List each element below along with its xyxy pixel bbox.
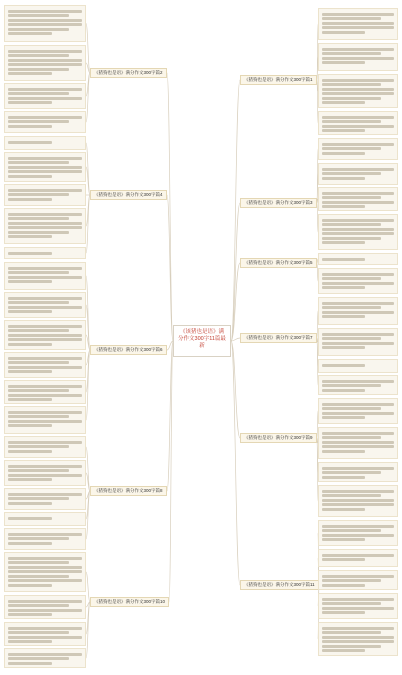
text-line (8, 474, 82, 477)
text-line (8, 627, 82, 630)
text-line (322, 412, 394, 415)
leaf-block (318, 187, 398, 211)
text-line (8, 366, 82, 369)
branch-node-2[interactable] (90, 68, 167, 78)
text-line (322, 389, 365, 392)
leaf-block (318, 359, 398, 373)
text-line (8, 14, 69, 17)
branch-node-8[interactable] (90, 486, 167, 496)
text-line (8, 394, 82, 397)
text-line (8, 28, 69, 31)
leaf-block (4, 406, 86, 434)
text-line (322, 508, 365, 511)
text-line (322, 441, 394, 444)
text-line (8, 161, 69, 164)
text-line (322, 22, 394, 25)
text-line (322, 315, 365, 318)
leaf-block (4, 136, 86, 150)
text-line (322, 88, 394, 91)
leaf-block (318, 43, 398, 71)
text-line (8, 125, 52, 128)
branch-label-5: 《猪狗也是语》满分作文300字篇5 (244, 260, 313, 265)
text-line (322, 192, 394, 195)
text-line (322, 445, 394, 448)
text-line (322, 172, 381, 175)
text-line (322, 611, 365, 614)
center-topic[interactable] (173, 325, 231, 357)
connector-line (86, 602, 90, 658)
text-line (8, 116, 82, 119)
leaf-block (4, 83, 86, 109)
text-line (8, 166, 82, 169)
text-line (8, 88, 82, 91)
text-line (8, 217, 69, 220)
text-line (8, 231, 69, 234)
text-line (8, 157, 82, 160)
text-line (322, 258, 365, 261)
leaf-block (318, 427, 398, 459)
text-line (322, 529, 381, 532)
text-line (8, 252, 52, 255)
leaf-block (318, 398, 398, 424)
text-line (8, 570, 82, 573)
leaf-block (318, 570, 398, 590)
leaf-block (4, 45, 86, 81)
text-line (8, 415, 69, 418)
text-line (322, 403, 394, 406)
text-line (8, 222, 82, 225)
text-line (322, 232, 394, 235)
text-line (322, 83, 381, 86)
text-line (8, 193, 69, 196)
connector-line (86, 350, 90, 420)
leaf-block (318, 214, 398, 250)
leaf-block (318, 622, 398, 656)
text-line (322, 120, 381, 123)
branch-label-4: 《猪狗也是语》满分作文300字篇4 (94, 192, 163, 197)
text-line (8, 357, 82, 360)
text-line (8, 557, 82, 560)
text-line (8, 631, 69, 634)
text-line (322, 640, 394, 643)
text-line (322, 579, 381, 582)
text-line (8, 189, 82, 192)
text-line (8, 23, 82, 26)
text-line (8, 141, 52, 144)
branch-label-3: 《猪狗也是语》满分作文300字篇3 (244, 200, 313, 205)
leaf-block (4, 648, 86, 668)
leaf-block (4, 460, 86, 486)
text-line (322, 61, 365, 64)
text-line (8, 533, 82, 536)
text-line (8, 653, 82, 656)
leaf-block (4, 380, 86, 404)
text-line (322, 490, 394, 493)
text-line (8, 575, 69, 578)
branch-node-6[interactable] (90, 345, 167, 355)
text-line (322, 311, 394, 314)
text-line (322, 337, 381, 340)
text-line (8, 613, 52, 616)
text-line (322, 152, 365, 155)
leaf-block (318, 593, 398, 619)
text-line (322, 380, 394, 383)
branch-label-1: 《猪狗也是语》满分作文300字篇1 (244, 77, 313, 82)
text-line (322, 342, 394, 345)
text-line (8, 497, 69, 500)
text-line (8, 584, 52, 587)
text-line (8, 502, 52, 505)
text-line (8, 59, 82, 62)
text-line (322, 241, 365, 244)
leaf-block (4, 320, 86, 350)
text-line (8, 662, 52, 665)
text-line (322, 598, 394, 601)
text-line (322, 97, 381, 100)
center-topic-title: 《该猪也是语》满分作文300字11篇最新 (178, 329, 226, 349)
branch-label-2: 《猪狗也是语》满分作文300字篇2 (94, 70, 163, 75)
leaf-block (4, 152, 86, 182)
branch-label-8: 《猪狗也是语》满分作文300字篇8 (94, 488, 163, 493)
leaf-block (318, 8, 398, 40)
text-line (8, 310, 52, 313)
text-line (8, 445, 69, 448)
branch-label-7: 《猪狗也是语》满分作文300字篇7 (244, 335, 313, 340)
text-line (8, 50, 82, 53)
text-line (8, 92, 69, 95)
branch-node-11[interactable] (240, 580, 319, 590)
text-line (322, 26, 394, 29)
text-line (322, 13, 394, 16)
text-line (322, 450, 365, 453)
text-line (322, 306, 381, 309)
branch-node-10[interactable] (90, 597, 169, 607)
text-line (8, 370, 52, 373)
text-line (322, 79, 394, 82)
leaf-block (318, 111, 398, 135)
text-line (8, 424, 52, 427)
text-line (8, 19, 82, 22)
leaf-block (318, 297, 398, 325)
leaf-block (318, 485, 398, 517)
text-line (8, 276, 82, 279)
leaf-block (4, 552, 86, 592)
text-line (8, 542, 52, 545)
leaf-block (4, 488, 86, 510)
text-line (322, 631, 381, 634)
text-line (8, 450, 52, 453)
text-line (322, 273, 394, 276)
text-line (8, 579, 82, 582)
text-line (8, 600, 82, 603)
text-line (8, 469, 69, 472)
branch-label-10: 《猪狗也是语》满分作文300字篇10 (94, 599, 166, 604)
connector-line (167, 73, 173, 341)
text-line (8, 226, 82, 229)
leaf-block (318, 549, 398, 567)
text-line (322, 494, 381, 497)
text-line (8, 537, 69, 540)
text-line (322, 503, 394, 506)
branch-label-11: 《猪狗也是语》满分作文300字篇11 (244, 582, 315, 587)
branch-node-5[interactable] (240, 258, 317, 268)
leaf-block (318, 163, 398, 185)
text-line (8, 101, 52, 104)
text-line (322, 476, 365, 479)
text-line (322, 57, 394, 60)
text-line (8, 334, 82, 337)
text-line (322, 302, 394, 305)
text-line (8, 198, 52, 201)
text-line (8, 120, 69, 123)
text-line (322, 471, 381, 474)
text-line (8, 297, 82, 300)
leaf-block (318, 462, 398, 482)
text-line (322, 649, 365, 652)
text-line (322, 177, 365, 180)
text-line (322, 607, 394, 610)
branch-node-3[interactable] (240, 198, 317, 208)
text-line (322, 219, 394, 222)
text-line (322, 52, 381, 55)
text-line (8, 561, 69, 564)
text-line (322, 432, 394, 435)
text-line (8, 10, 82, 13)
text-line (8, 301, 69, 304)
text-line (322, 538, 365, 541)
text-line (322, 201, 394, 204)
leaf-block (318, 375, 398, 395)
text-line (322, 534, 394, 537)
leaf-block (318, 328, 398, 356)
leaf-block (4, 5, 86, 42)
text-line (8, 478, 52, 481)
leaf-block (4, 247, 86, 259)
text-line (8, 420, 82, 423)
text-line (8, 657, 69, 660)
text-line (322, 31, 365, 34)
text-line (322, 525, 394, 528)
text-line (322, 333, 394, 336)
text-line (322, 286, 365, 289)
text-line (322, 584, 365, 587)
text-line (322, 636, 394, 639)
text-line (322, 196, 381, 199)
leaf-block (4, 111, 86, 133)
leaf-block (4, 262, 86, 290)
text-line (8, 389, 69, 392)
text-line (8, 72, 52, 75)
leaf-block (4, 512, 86, 526)
text-line (322, 277, 381, 280)
text-line (8, 411, 82, 414)
leaf-block (4, 292, 86, 318)
text-line (8, 170, 82, 173)
text-line (322, 168, 394, 171)
connector-line (231, 341, 240, 585)
branch-label-9: 《猪狗也是语》满分作文300字篇9 (244, 435, 313, 440)
text-line (322, 223, 381, 226)
text-line (8, 398, 52, 401)
text-line (322, 467, 394, 470)
leaf-block (4, 528, 86, 550)
text-line (322, 101, 365, 104)
text-line (322, 282, 394, 285)
text-line (8, 280, 52, 283)
connector-line (86, 276, 90, 350)
text-line (8, 213, 82, 216)
text-line (8, 609, 82, 612)
text-line (322, 436, 381, 439)
leaf-block (4, 184, 86, 206)
text-line (322, 48, 394, 51)
text-line (8, 63, 82, 66)
text-line (8, 517, 52, 520)
leaf-block (318, 74, 398, 108)
connector-line (86, 24, 90, 74)
leaf-block (4, 352, 86, 378)
text-line (322, 554, 394, 557)
text-line (322, 129, 365, 132)
text-line (322, 147, 381, 150)
text-line (8, 343, 52, 346)
text-line (322, 364, 365, 367)
text-line (322, 205, 365, 208)
text-line (8, 361, 69, 364)
text-line (322, 384, 381, 387)
connector-line (86, 73, 90, 122)
text-line (322, 92, 394, 95)
text-line (322, 17, 381, 20)
text-line (322, 602, 381, 605)
leaf-block (4, 208, 86, 244)
text-line (322, 143, 394, 146)
text-line (322, 228, 394, 231)
text-line (8, 97, 82, 100)
text-line (8, 271, 69, 274)
text-line (8, 329, 69, 332)
branch-node-7[interactable] (240, 333, 317, 343)
leaf-block (4, 622, 86, 646)
text-line (322, 346, 365, 349)
text-line (322, 116, 394, 119)
text-line (8, 441, 82, 444)
text-line (8, 32, 52, 35)
text-line (8, 385, 82, 388)
branch-node-4[interactable] (90, 190, 167, 200)
text-line (8, 493, 82, 496)
text-line (8, 175, 52, 178)
text-line (8, 604, 69, 607)
leaf-block (318, 520, 398, 546)
text-line (8, 68, 69, 71)
text-line (8, 566, 82, 569)
text-line (322, 407, 381, 410)
leaf-block (4, 436, 86, 458)
text-line (8, 325, 82, 328)
leaf-block (318, 268, 398, 294)
text-line (322, 237, 381, 240)
text-line (322, 645, 381, 648)
text-line (322, 627, 394, 630)
text-line (322, 499, 394, 502)
leaf-block (318, 138, 398, 160)
text-line (8, 306, 82, 309)
text-line (8, 235, 52, 238)
leaf-block (4, 595, 86, 619)
text-line (8, 640, 52, 643)
branch-label-6: 《猪狗也是语》满分作文300字篇6 (94, 347, 163, 352)
text-line (322, 558, 365, 561)
branch-node-1[interactable] (240, 75, 317, 85)
branch-node-9[interactable] (240, 433, 317, 443)
text-line (8, 338, 82, 341)
text-line (8, 54, 69, 57)
text-line (322, 416, 365, 419)
text-line (322, 125, 394, 128)
leaf-block (318, 253, 398, 265)
text-line (8, 636, 82, 639)
text-line (322, 575, 394, 578)
text-line (8, 465, 82, 468)
text-line (8, 267, 82, 270)
